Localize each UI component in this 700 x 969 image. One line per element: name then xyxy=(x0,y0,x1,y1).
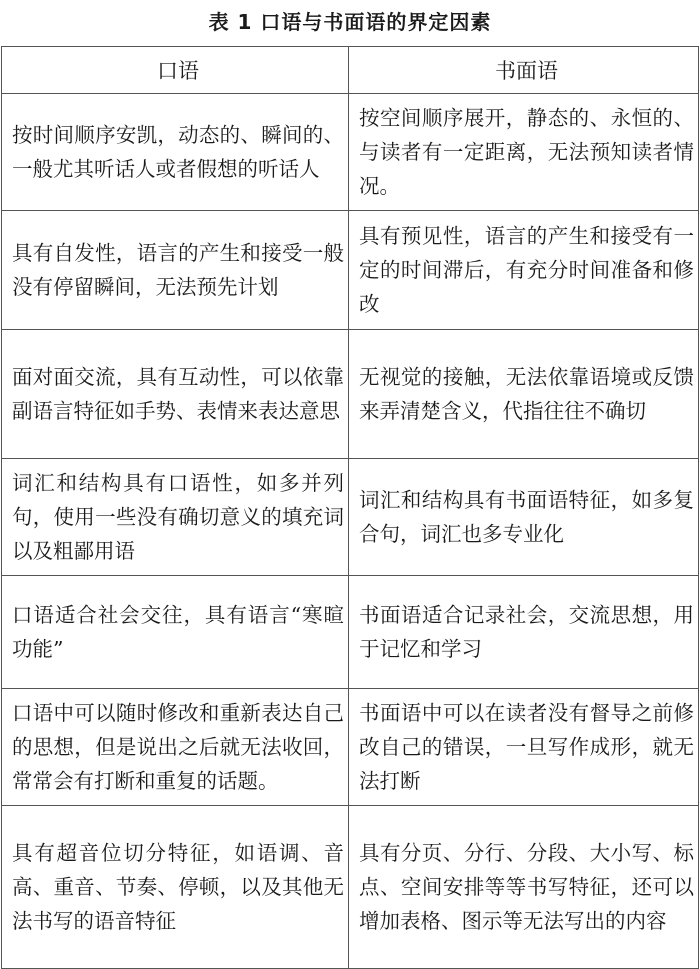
cell-spoken: 面对面交流，具有互动性，可以依靠副语言特征如手势、表情来表达意思 xyxy=(2,330,349,459)
table-caption: 表 1 口语与书面语的界定因素 xyxy=(208,10,492,34)
cell-spoken: 词汇和结构具有口语性，如多并列句，使用一些没有确切意义的填充词以及粗鄙用语 xyxy=(2,459,349,576)
table-row xyxy=(2,211,699,330)
cell-spoken: 按时间顺序安凯，动态的、瞬间的、一般尤其听话人或者假想的听话人 xyxy=(2,94,349,211)
table-header-row xyxy=(2,47,699,94)
cell-spoken: 具有自发性，语言的产生和接受一般没有停留瞬间，无法预先计划 xyxy=(2,211,349,330)
table-row xyxy=(2,459,699,576)
comparison-table xyxy=(1,46,699,969)
cell-spoken: 具有超音位切分特征，如语调、音高、重音、节奏、停顿，以及其他无法书写的语音特征 xyxy=(2,806,349,969)
cell-spoken: 口语中可以随时修改和重新表达自己的思想，但是说出之后就无法收回，常常会有打断和重复的话题。 xyxy=(2,689,349,806)
cell-written: 词汇和结构具有书面语特征，如多复合句，词汇也多专业化 xyxy=(349,459,699,576)
cell-written: 具有预见性，语言的产生和接受有一定的时间滞后，有充分时间准备和修改 xyxy=(349,211,699,330)
table-row xyxy=(2,806,699,969)
header-spoken: 口语 xyxy=(2,47,349,94)
table-row xyxy=(2,94,699,211)
cell-written: 按空间顺序展开，静态的、永恒的、与读者有一定距离，无法预知读者情况。 xyxy=(349,94,699,211)
cell-written: 书面语适合记录社会，交流思想，用于记忆和学习 xyxy=(349,576,699,689)
cell-written: 无视觉的接触，无法依靠语境或反馈来弄清楚含义，代指往往不确切 xyxy=(349,330,699,459)
cell-spoken: 口语适合社会交往，具有语言“寒暄功能” xyxy=(2,576,349,689)
cell-written: 具有分页、分行、分段、大小写、标点、空间安排等等书写特征，还可以增加表格、图示等无法写出的内容 xyxy=(349,806,699,969)
cell-written: 书面语中可以在读者没有督导之前修改自己的错误，一旦写作成形，就无法打断 xyxy=(349,689,699,806)
table-row xyxy=(2,330,699,459)
table-row xyxy=(2,689,699,806)
header-written: 书面语 xyxy=(349,47,699,94)
table-row xyxy=(2,576,699,689)
